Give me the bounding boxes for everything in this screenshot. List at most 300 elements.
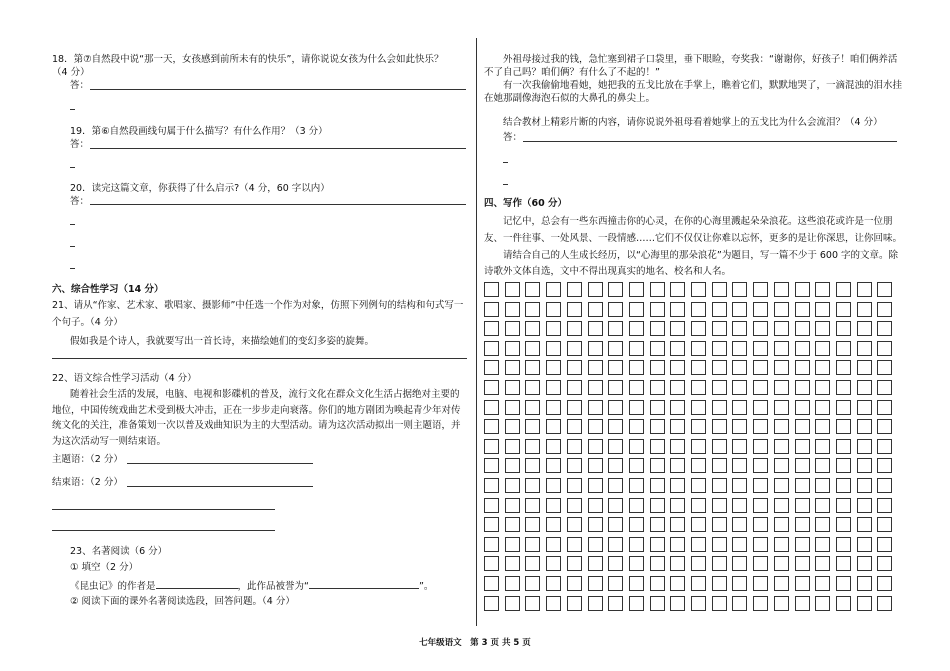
writing-grid-cell[interactable] [836, 439, 851, 454]
writing-grid-cell[interactable] [588, 380, 603, 395]
q20-answer-dash[interactable] [70, 246, 75, 247]
writing-grid-cell[interactable] [774, 360, 789, 375]
writing-grid-cell[interactable] [525, 321, 540, 336]
writing-grid-cell[interactable] [712, 556, 727, 571]
writing-grid-cell[interactable] [505, 380, 520, 395]
writing-grid-cell[interactable] [670, 419, 685, 434]
writing-grid-cell[interactable] [732, 400, 747, 415]
right-answer-dash[interactable] [503, 162, 508, 163]
writing-grid-cell[interactable] [525, 517, 540, 532]
writing-grid-cell[interactable] [546, 596, 561, 611]
writing-grid-cell[interactable] [567, 400, 582, 415]
writing-grid-cell[interactable] [857, 517, 872, 532]
writing-grid-cell[interactable] [712, 302, 727, 317]
writing-grid-cell[interactable] [525, 498, 540, 513]
writing-grid-cell[interactable] [836, 321, 851, 336]
writing-grid-cell[interactable] [691, 439, 706, 454]
writing-grid-cell[interactable] [753, 498, 768, 513]
writing-grid-cell[interactable] [588, 458, 603, 473]
writing-grid-cell[interactable] [732, 302, 747, 317]
writing-grid-cell[interactable] [877, 302, 892, 317]
writing-grid-cell[interactable] [588, 302, 603, 317]
writing-grid-cell[interactable] [877, 537, 892, 552]
writing-grid-cell[interactable] [691, 478, 706, 493]
writing-grid-cell[interactable] [774, 556, 789, 571]
q19-answer-line[interactable] [90, 148, 466, 149]
writing-grid-cell[interactable] [525, 596, 540, 611]
writing-grid-cell[interactable] [877, 556, 892, 571]
writing-grid-cell[interactable] [877, 576, 892, 591]
writing-grid-cell[interactable] [608, 478, 623, 493]
writing-grid-cell[interactable] [670, 302, 685, 317]
writing-grid-cell[interactable] [857, 360, 872, 375]
writing-grid-cell[interactable] [795, 439, 810, 454]
writing-grid-cell[interactable] [588, 576, 603, 591]
writing-grid-cell[interactable] [608, 282, 623, 297]
writing-grid-cell[interactable] [815, 380, 830, 395]
writing-grid-cell[interactable] [546, 556, 561, 571]
writing-grid-cell[interactable] [546, 576, 561, 591]
writing-grid-cell[interactable] [567, 302, 582, 317]
writing-grid-cell[interactable] [877, 380, 892, 395]
writing-grid-cell[interactable] [567, 321, 582, 336]
writing-grid-cell[interactable] [774, 596, 789, 611]
writing-grid-cell[interactable] [753, 400, 768, 415]
writing-grid-cell[interactable] [836, 400, 851, 415]
writing-grid-cell[interactable] [836, 419, 851, 434]
writing-grid-cell[interactable] [691, 282, 706, 297]
writing-grid-cell[interactable] [650, 576, 665, 591]
writing-grid-cell[interactable] [857, 439, 872, 454]
writing-grid-cell[interactable] [484, 380, 499, 395]
writing-grid-cell[interactable] [712, 478, 727, 493]
q22-closing-answer-line[interactable] [52, 509, 275, 510]
writing-grid-cell[interactable] [484, 478, 499, 493]
writing-grid-cell[interactable] [732, 380, 747, 395]
writing-grid-cell[interactable] [608, 419, 623, 434]
writing-grid-cell[interactable] [732, 498, 747, 513]
writing-grid-cell[interactable] [815, 341, 830, 356]
writing-grid-cell[interactable] [546, 302, 561, 317]
writing-grid-cell[interactable] [732, 360, 747, 375]
writing-grid-cell[interactable] [836, 576, 851, 591]
writing-grid-cell[interactable] [567, 282, 582, 297]
writing-grid-cell[interactable] [629, 517, 644, 532]
writing-grid-cell[interactable] [505, 537, 520, 552]
writing-grid-cell[interactable] [484, 556, 499, 571]
writing-grid-cell[interactable] [670, 439, 685, 454]
writing-grid-cell[interactable] [629, 341, 644, 356]
writing-grid-cell[interactable] [691, 360, 706, 375]
writing-grid-cell[interactable] [670, 321, 685, 336]
writing-grid-cell[interactable] [670, 282, 685, 297]
writing-grid-cell[interactable] [774, 302, 789, 317]
writing-grid-cell[interactable] [670, 576, 685, 591]
writing-grid-cell[interactable] [650, 419, 665, 434]
writing-grid-cell[interactable] [753, 360, 768, 375]
writing-grid-cell[interactable] [670, 380, 685, 395]
writing-grid-cell[interactable] [712, 419, 727, 434]
writing-grid-cell[interactable] [732, 282, 747, 297]
writing-grid-cell[interactable] [525, 478, 540, 493]
writing-grid-cell[interactable] [732, 517, 747, 532]
writing-grid-cell[interactable] [815, 302, 830, 317]
writing-grid-cell[interactable] [505, 576, 520, 591]
writing-grid-cell[interactable] [484, 321, 499, 336]
writing-grid-cell[interactable] [857, 556, 872, 571]
writing-grid-cell[interactable] [650, 498, 665, 513]
writing-grid-cell[interactable] [753, 596, 768, 611]
writing-grid-cell[interactable] [484, 419, 499, 434]
writing-grid-cell[interactable] [732, 321, 747, 336]
writing-grid-cell[interactable] [525, 380, 540, 395]
writing-grid-cell[interactable] [877, 478, 892, 493]
writing-grid-cell[interactable] [795, 556, 810, 571]
writing-grid-cell[interactable] [588, 537, 603, 552]
writing-grid-cell[interactable] [588, 439, 603, 454]
writing-grid-cell[interactable] [670, 498, 685, 513]
writing-grid-cell[interactable] [546, 478, 561, 493]
writing-grid-cell[interactable] [795, 282, 810, 297]
writing-grid-cell[interactable] [732, 537, 747, 552]
writing-grid-cell[interactable] [650, 400, 665, 415]
writing-grid-cell[interactable] [753, 458, 768, 473]
writing-grid-cell[interactable] [691, 302, 706, 317]
writing-grid-cell[interactable] [650, 458, 665, 473]
writing-grid-cell[interactable] [691, 458, 706, 473]
writing-grid-cell[interactable] [795, 380, 810, 395]
writing-grid-cell[interactable] [629, 419, 644, 434]
q22-closing-answer-line[interactable] [127, 486, 313, 487]
writing-grid-cell[interactable] [691, 321, 706, 336]
writing-grid-cell[interactable] [567, 360, 582, 375]
writing-grid-cell[interactable] [546, 282, 561, 297]
writing-grid-cell[interactable] [505, 596, 520, 611]
writing-grid-cell[interactable] [732, 576, 747, 591]
writing-grid-cell[interactable] [795, 419, 810, 434]
writing-grid-cell[interactable] [857, 321, 872, 336]
writing-grid-cell[interactable] [588, 419, 603, 434]
writing-grid-cell[interactable] [857, 282, 872, 297]
writing-grid-cell[interactable] [795, 458, 810, 473]
writing-grid-cell[interactable] [691, 419, 706, 434]
writing-grid-cell[interactable] [650, 517, 665, 532]
writing-grid-cell[interactable] [732, 596, 747, 611]
writing-grid-cell[interactable] [732, 419, 747, 434]
writing-grid-cell[interactable] [629, 478, 644, 493]
writing-grid-cell[interactable] [525, 302, 540, 317]
q20-answer-dash[interactable] [70, 224, 75, 225]
writing-grid-cell[interactable] [795, 360, 810, 375]
writing-grid-cell[interactable] [608, 537, 623, 552]
writing-grid-cell[interactable] [546, 341, 561, 356]
writing-grid-cell[interactable] [691, 556, 706, 571]
writing-grid-cell[interactable] [505, 400, 520, 415]
writing-grid-cell[interactable] [650, 380, 665, 395]
writing-grid-cell[interactable] [753, 537, 768, 552]
writing-grid-cell[interactable] [857, 302, 872, 317]
writing-grid-cell[interactable] [608, 556, 623, 571]
writing-grid-cell[interactable] [815, 556, 830, 571]
writing-grid-cell[interactable] [567, 498, 582, 513]
writing-grid-cell[interactable] [795, 341, 810, 356]
writing-grid-cell[interactable] [629, 360, 644, 375]
writing-grid-cell[interactable] [546, 458, 561, 473]
q22-theme-answer-line[interactable] [127, 463, 313, 464]
writing-grid-cell[interactable] [567, 341, 582, 356]
writing-grid-cell[interactable] [815, 282, 830, 297]
writing-grid-cell[interactable] [629, 556, 644, 571]
writing-grid-cell[interactable] [691, 576, 706, 591]
writing-grid-cell[interactable] [567, 576, 582, 591]
writing-grid-cell[interactable] [857, 400, 872, 415]
writing-grid-cell[interactable] [691, 517, 706, 532]
q23-author-blank[interactable] [156, 578, 238, 589]
writing-grid-cell[interactable] [505, 556, 520, 571]
writing-grid-cell[interactable] [836, 360, 851, 375]
writing-grid-cell[interactable] [712, 517, 727, 532]
writing-grid-cell[interactable] [484, 537, 499, 552]
writing-grid-cell[interactable] [629, 596, 644, 611]
writing-grid-cell[interactable] [650, 556, 665, 571]
writing-grid-cell[interactable] [567, 439, 582, 454]
writing-grid-cell[interactable] [608, 400, 623, 415]
writing-grid-cell[interactable] [753, 341, 768, 356]
writing-grid-cell[interactable] [629, 321, 644, 336]
writing-grid-cell[interactable] [836, 380, 851, 395]
writing-grid-cell[interactable] [774, 321, 789, 336]
writing-grid-cell[interactable] [691, 596, 706, 611]
q21-answer-line[interactable] [52, 358, 467, 359]
writing-grid-cell[interactable] [608, 439, 623, 454]
writing-grid-cell[interactable] [505, 498, 520, 513]
writing-grid-cell[interactable] [650, 321, 665, 336]
writing-grid-cell[interactable] [546, 400, 561, 415]
writing-grid-cell[interactable] [567, 556, 582, 571]
writing-grid-cell[interactable] [815, 517, 830, 532]
writing-grid-cell[interactable] [712, 282, 727, 297]
writing-grid-cell[interactable] [815, 458, 830, 473]
writing-grid-cell[interactable] [836, 341, 851, 356]
writing-grid-cell[interactable] [567, 419, 582, 434]
writing-grid-cell[interactable] [670, 596, 685, 611]
writing-grid-cell[interactable] [608, 321, 623, 336]
writing-grid-cell[interactable] [670, 341, 685, 356]
writing-grid-cell[interactable] [774, 458, 789, 473]
writing-grid-cell[interactable] [732, 458, 747, 473]
writing-grid-cell[interactable] [815, 321, 830, 336]
writing-grid-cell[interactable] [877, 341, 892, 356]
q18-answer-line[interactable] [90, 89, 466, 90]
writing-grid-cell[interactable] [608, 341, 623, 356]
writing-grid-cell[interactable] [877, 419, 892, 434]
writing-grid-cell[interactable] [650, 302, 665, 317]
writing-grid-cell[interactable] [753, 302, 768, 317]
writing-grid-cell[interactable] [691, 380, 706, 395]
writing-grid-cell[interactable] [815, 596, 830, 611]
writing-grid-cell[interactable] [795, 478, 810, 493]
writing-grid-cell[interactable] [836, 517, 851, 532]
writing-grid-cell[interactable] [650, 596, 665, 611]
writing-grid-cell[interactable] [877, 458, 892, 473]
writing-grid-cell[interactable] [836, 537, 851, 552]
writing-grid-cell[interactable] [753, 321, 768, 336]
writing-grid-cell[interactable] [877, 517, 892, 532]
writing-grid-cell[interactable] [588, 498, 603, 513]
writing-grid-cell[interactable] [877, 360, 892, 375]
writing-grid-cell[interactable] [712, 439, 727, 454]
writing-grid-cell[interactable] [774, 537, 789, 552]
writing-grid-cell[interactable] [753, 517, 768, 532]
writing-grid-cell[interactable] [877, 439, 892, 454]
writing-grid-cell[interactable] [877, 498, 892, 513]
writing-grid-cell[interactable] [753, 419, 768, 434]
writing-grid-cell[interactable] [670, 478, 685, 493]
writing-grid-cell[interactable] [774, 419, 789, 434]
writing-grid-cell[interactable] [588, 556, 603, 571]
writing-grid-cell[interactable] [774, 498, 789, 513]
writing-grid-cell[interactable] [567, 458, 582, 473]
writing-grid-cell[interactable] [588, 321, 603, 336]
writing-grid-cell[interactable] [608, 576, 623, 591]
writing-grid-cell[interactable] [712, 537, 727, 552]
writing-grid-cell[interactable] [650, 537, 665, 552]
writing-grid-cell[interactable] [546, 321, 561, 336]
writing-grid-cell[interactable] [546, 419, 561, 434]
writing-grid-cell[interactable] [505, 439, 520, 454]
writing-grid-cell[interactable] [484, 302, 499, 317]
writing-grid-cell[interactable] [774, 576, 789, 591]
writing-grid-cell[interactable] [484, 400, 499, 415]
writing-grid-cell[interactable] [670, 360, 685, 375]
writing-grid-cell[interactable] [484, 517, 499, 532]
writing-grid-cell[interactable] [795, 576, 810, 591]
writing-grid-cell[interactable] [525, 360, 540, 375]
writing-grid-cell[interactable] [505, 419, 520, 434]
writing-grid-cell[interactable] [546, 380, 561, 395]
writing-grid-cell[interactable] [546, 537, 561, 552]
writing-grid-cell[interactable] [650, 282, 665, 297]
writing-grid-cell[interactable] [815, 576, 830, 591]
writing-grid-cell[interactable] [629, 282, 644, 297]
writing-grid-cell[interactable] [484, 341, 499, 356]
writing-grid-cell[interactable] [836, 478, 851, 493]
writing-grid-cell[interactable] [774, 341, 789, 356]
writing-grid-cell[interactable] [836, 498, 851, 513]
writing-grid-cell[interactable] [505, 302, 520, 317]
writing-grid-cell[interactable] [815, 400, 830, 415]
writing-grid-cell[interactable] [691, 498, 706, 513]
writing-grid-cell[interactable] [753, 576, 768, 591]
writing-grid-cell[interactable] [505, 321, 520, 336]
q23-praise-blank[interactable] [309, 578, 419, 589]
writing-grid-cell[interactable] [505, 282, 520, 297]
right-answer-dash[interactable] [503, 184, 508, 185]
writing-grid-cell[interactable] [712, 458, 727, 473]
writing-grid-cell[interactable] [629, 537, 644, 552]
writing-grid-cell[interactable] [608, 517, 623, 532]
writing-grid-cell[interactable] [774, 282, 789, 297]
writing-grid-cell[interactable] [629, 400, 644, 415]
writing-grid-cell[interactable] [525, 400, 540, 415]
writing-grid-cell[interactable] [629, 458, 644, 473]
writing-grid-cell[interactable] [732, 439, 747, 454]
writing-grid-cell[interactable] [670, 537, 685, 552]
writing-grid-cell[interactable] [567, 537, 582, 552]
writing-grid-cell[interactable] [525, 556, 540, 571]
writing-grid-cell[interactable] [857, 341, 872, 356]
writing-grid-cell[interactable] [505, 517, 520, 532]
writing-grid-cell[interactable] [712, 321, 727, 336]
q19-answer-dash[interactable] [70, 167, 75, 168]
writing-grid-cell[interactable] [484, 596, 499, 611]
writing-grid-cell[interactable] [525, 282, 540, 297]
writing-grid-cell[interactable] [525, 341, 540, 356]
writing-grid-cell[interactable] [774, 380, 789, 395]
writing-grid-cell[interactable] [608, 302, 623, 317]
writing-grid-cell[interactable] [670, 517, 685, 532]
writing-grid-cell[interactable] [546, 439, 561, 454]
writing-grid-cell[interactable] [857, 596, 872, 611]
writing-grid-cell[interactable] [525, 419, 540, 434]
writing-grid-cell[interactable] [650, 360, 665, 375]
writing-grid-cell[interactable] [732, 478, 747, 493]
writing-grid-cell[interactable] [484, 498, 499, 513]
writing-grid-cell[interactable] [608, 380, 623, 395]
writing-grid-cell[interactable] [505, 478, 520, 493]
writing-grid-cell[interactable] [753, 380, 768, 395]
writing-grid-cell[interactable] [546, 517, 561, 532]
writing-grid-cell[interactable] [774, 400, 789, 415]
writing-grid-cell[interactable] [650, 341, 665, 356]
writing-grid-cell[interactable] [712, 400, 727, 415]
writing-grid-cell[interactable] [670, 400, 685, 415]
writing-grid-cell[interactable] [608, 498, 623, 513]
writing-grid-cell[interactable] [525, 576, 540, 591]
writing-grid-cell[interactable] [795, 596, 810, 611]
writing-grid-cell[interactable] [857, 419, 872, 434]
writing-grid-cell[interactable] [670, 458, 685, 473]
writing-grid-cell[interactable] [650, 439, 665, 454]
writing-grid-cell[interactable] [815, 478, 830, 493]
writing-grid-cell[interactable] [753, 439, 768, 454]
writing-grid-cell[interactable] [567, 596, 582, 611]
writing-grid-cell[interactable] [629, 302, 644, 317]
writing-grid-cell[interactable] [857, 498, 872, 513]
writing-grid-cell[interactable] [815, 498, 830, 513]
writing-grid-cell[interactable] [588, 596, 603, 611]
writing-grid-cell[interactable] [608, 360, 623, 375]
writing-grid-cell[interactable] [712, 341, 727, 356]
writing-grid-cell[interactable] [712, 380, 727, 395]
writing-grid-cell[interactable] [795, 302, 810, 317]
writing-grid-cell[interactable] [836, 458, 851, 473]
writing-grid-cell[interactable] [857, 478, 872, 493]
writing-grid-cell[interactable] [712, 360, 727, 375]
writing-grid-cell[interactable] [877, 400, 892, 415]
writing-grid-cell[interactable] [546, 360, 561, 375]
writing-grid-cell[interactable] [691, 537, 706, 552]
writing-grid-cell[interactable] [670, 556, 685, 571]
writing-grid-cell[interactable] [505, 458, 520, 473]
writing-grid-cell[interactable] [567, 380, 582, 395]
writing-grid-cell[interactable] [505, 341, 520, 356]
writing-grid-cell[interactable] [774, 478, 789, 493]
writing-grid-cell[interactable] [588, 400, 603, 415]
writing-grid-cell[interactable] [588, 517, 603, 532]
right-answer-line[interactable] [523, 141, 897, 142]
writing-grid-cell[interactable] [691, 400, 706, 415]
